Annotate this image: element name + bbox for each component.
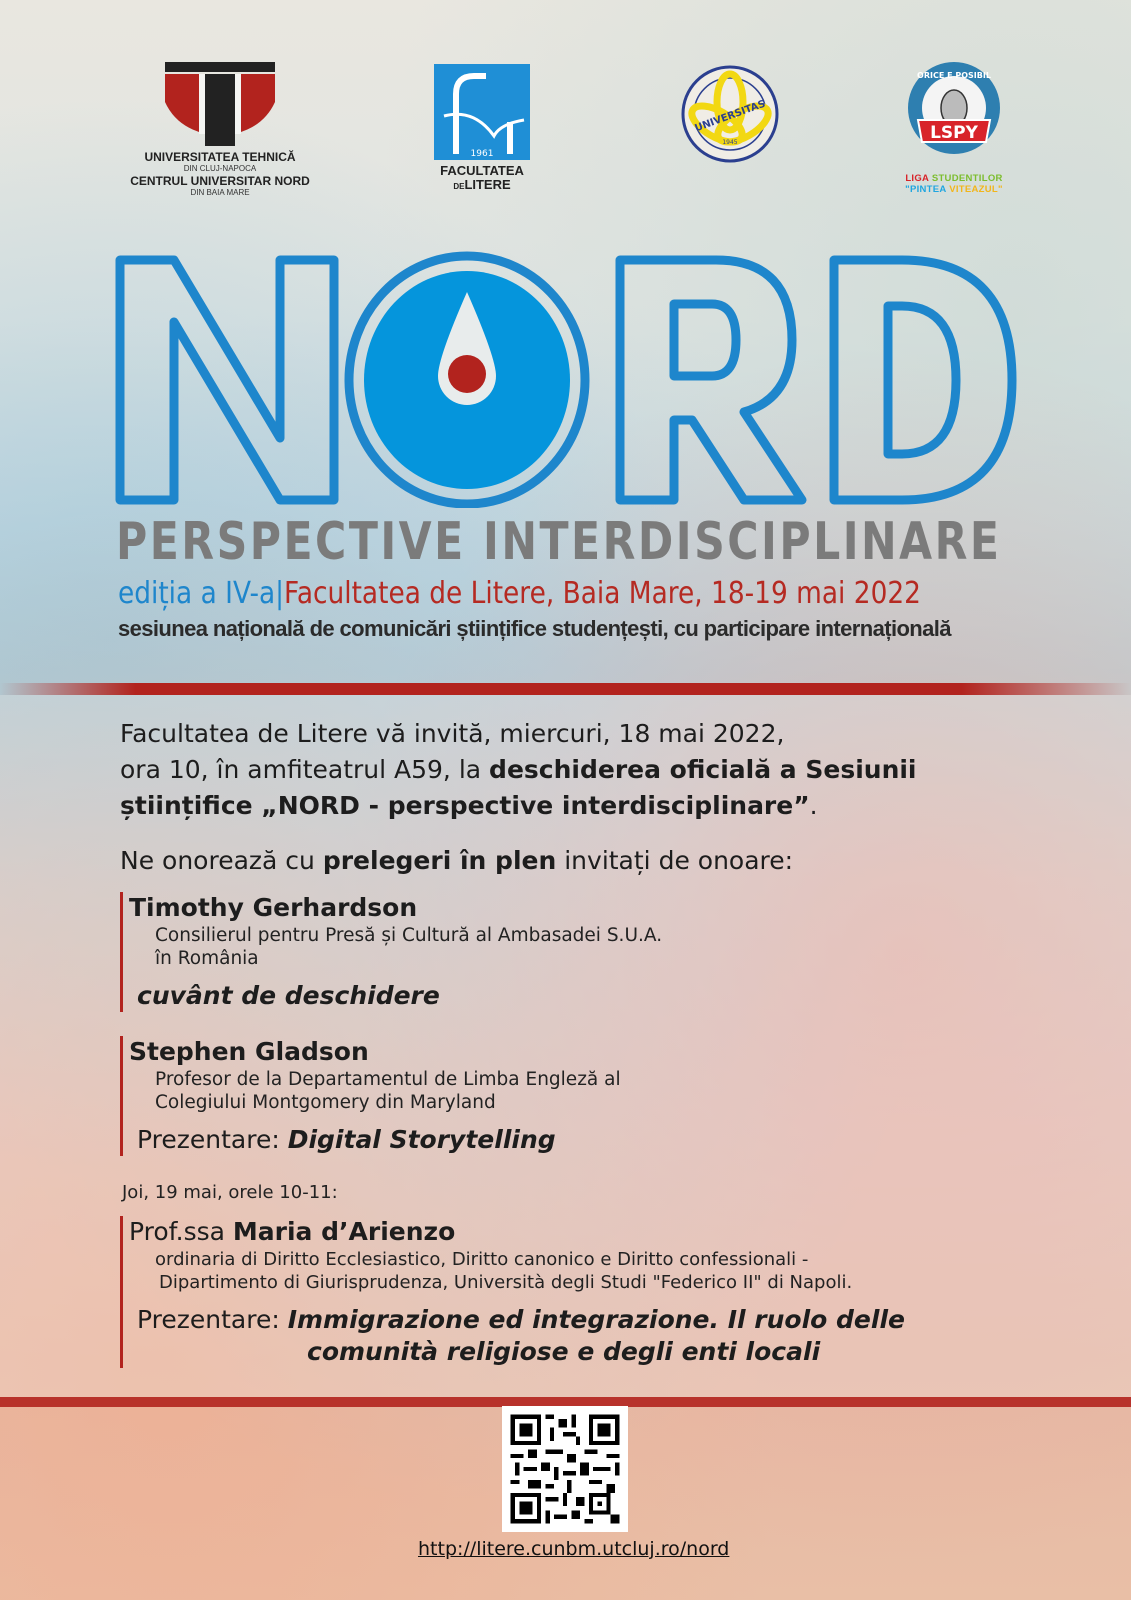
speaker-card [120,1036,929,1156]
universitas-logo [680,64,780,164]
svg-text:LSPY: LSPY [930,123,978,143]
subtitle: PERSPECTIVE INTERDISCIPLINARE [116,512,1002,572]
invitation-text: Facultatea de Litere vă invită, miercuri, 18 mai 2022, ora 10, în amfiteatrul A59, la deschiderea oficială a Sesiunii științifice „NORD - perspective interdisciplinare”. [120,719,917,820]
speaker-card [120,1216,1029,1368]
letter-r [620,260,802,500]
speaker-description: Profesor de la Departamentul de Limba Engleză al Colegiului Montgomery din Maryland [155,1069,621,1113]
place-date: Facultatea de Litere, Baia Mare, 18-19 mai 2022 [284,576,921,611]
svg-text:1945: 1945 [722,139,738,146]
utcn-city: DIN CLUJ-NAPOCA [183,164,257,173]
lspy-emblem-icon [904,62,1004,162]
utcn-shield-icon [165,62,275,146]
faculty-name-2: DELITERE [453,177,511,192]
website-link[interactable]: http://litere.cunbm.utcluj.ro/nord [418,1538,730,1560]
lspy-name: LIGA STUDENTILOR "PINTEA VITEAZUL" [905,173,1003,195]
speaker-description: ordinaria di Diritto Ecclesiastico, Diritto canonico e Diritto confessionali - Dipartimento di Giurisprudenza, Università degli Studi "Federico II" di Napoli. [155,1249,853,1293]
svg-text:ORICE E POSIBIL: ORICE E POSIBIL [917,71,991,80]
faculty-emblem-icon [434,64,530,160]
honor-text: Ne onorează cu prelegeri în plen invitați de onoare: [120,846,794,875]
session-description: sesiunea națională de comunicări științifice studențești, cu participare internațională [118,616,951,641]
lspy-logo [884,62,1024,195]
utcn-center: CENTRUL UNIVERSITAR NORD [130,174,310,188]
letter-d [834,260,1012,500]
svg-text:1961: 1961 [470,149,494,159]
speaker-name: Prof.ssa Maria d’Arienzo [129,1217,456,1246]
utcn-name: UNIVERSITATEA TEHNICĂ [144,150,296,164]
divider-top [0,683,1131,695]
speaker-name: Stephen Gladson [129,1037,369,1066]
utcn-center-city: DIN BAIA MARE [190,188,250,197]
speaker-talk: Prezentare: Immigrazione ed integrazione. Il ruolo delle comunità religiose e degli enti locali [137,1305,905,1366]
speaker-description: Consilierul pentru Presă și Cultură al Ambasadei S.U.A. în România [155,925,663,969]
edition-number: ediția a IV-a [118,576,276,611]
speaker-name: Timothy Gerhardson [129,893,418,922]
faculty-logo [432,64,532,194]
speaker-talk: Prezentare: Digital Storytelling [137,1125,556,1154]
letter-n [120,260,334,500]
speaker-talk: cuvânt de deschidere [137,981,440,1010]
speaker-card [120,892,929,1012]
nord-title [112,248,1022,508]
utcn-logo [120,62,320,198]
letter-o-emblem [349,256,585,504]
day2-schedule: Joi, 19 mai, orele 10-11: [122,1182,338,1203]
qr-code[interactable] [502,1406,628,1532]
opening-event: deschiderea oficială a Sesiunii științifice „NORD - perspective interdisciplinare” [120,755,917,820]
universitas-emblem-icon [680,64,780,164]
svg-text:UNIVERSITAS: UNIVERSITAS [693,98,768,135]
edition-line: ediția a IV-a|Facultatea de Litere, Baia Mare, 18-19 mai 2022 [118,576,921,611]
faculty-name: FACULTATEA [440,163,524,178]
